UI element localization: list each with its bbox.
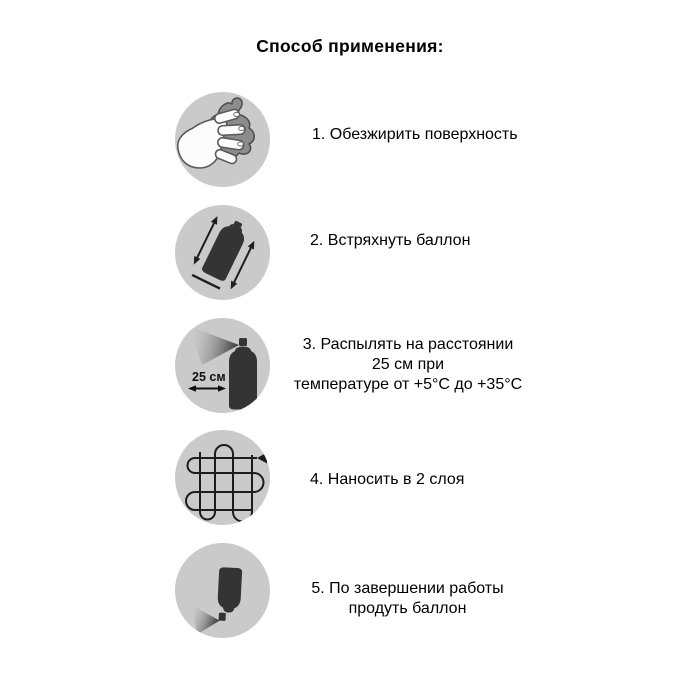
shake-can-icon-graphic bbox=[175, 205, 270, 300]
distance-label: 25 см bbox=[192, 370, 226, 384]
spray-distance-icon bbox=[175, 318, 270, 413]
step-text-line: 4. Наносить в 2 слоя bbox=[310, 471, 465, 488]
step-text-line: 5. По завершении работы bbox=[311, 580, 504, 597]
purge-can-icon-graphic bbox=[175, 543, 270, 638]
spray-distance-icon-graphic bbox=[175, 318, 270, 413]
hand-wipe-icon bbox=[175, 92, 270, 187]
crosshatch-pattern-icon bbox=[175, 430, 270, 525]
step-4-text bbox=[310, 470, 464, 490]
shake-can-icon bbox=[175, 205, 270, 300]
step-text-line: 2. Встряхнуть баллон bbox=[310, 232, 471, 249]
spray-cone bbox=[191, 605, 220, 635]
page-title: Способ применения: bbox=[256, 36, 444, 56]
step-5-text bbox=[265, 579, 550, 619]
crosshatch-pattern-graphic bbox=[175, 430, 270, 525]
step-1-text bbox=[312, 125, 518, 145]
step-text-line: температуре от +5°С до +35°С bbox=[293, 376, 523, 393]
step-2-text bbox=[310, 231, 470, 251]
hand-wipe-icon-graphic bbox=[175, 92, 270, 187]
step-text-line: 25 см при bbox=[371, 356, 445, 373]
step-3-text bbox=[268, 335, 548, 395]
step-text-line: продуть баллон bbox=[348, 600, 467, 617]
purge-can-icon bbox=[175, 543, 270, 638]
step-text-line: 3. Распылять на расстоянии bbox=[302, 336, 514, 353]
direction-arrowhead bbox=[257, 453, 267, 464]
step-text-line: 1. Обезжирить поверхность bbox=[312, 126, 518, 143]
